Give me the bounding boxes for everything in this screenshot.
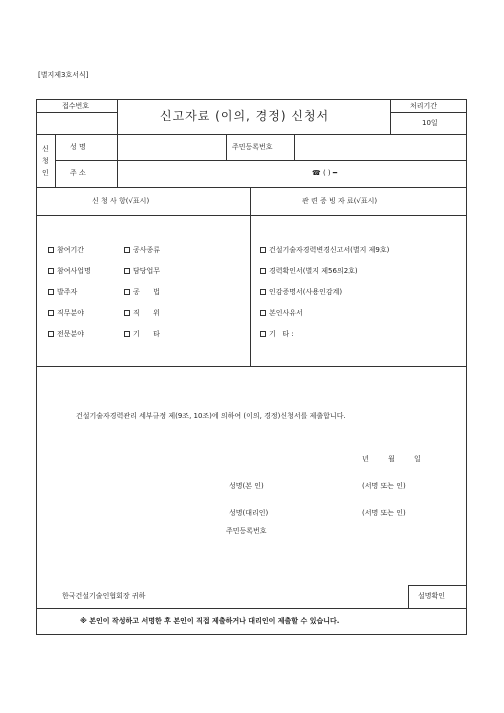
header-bottom-line <box>36 134 467 135</box>
verify-box-left <box>408 585 409 608</box>
check-position[interactable]: 직 위 <box>124 310 160 317</box>
check-specialty-field[interactable]: 전문분야 <box>48 331 84 338</box>
agent-id-label: 주민등록번호 <box>226 527 267 535</box>
header-vline-left <box>117 99 118 134</box>
date-month-label: 월 <box>388 455 395 463</box>
checkbox-icon[interactable] <box>48 331 54 337</box>
processing-period-value: 10일 <box>422 119 438 127</box>
checkbox-icon[interactable] <box>260 331 266 337</box>
receipt-divider <box>36 112 117 113</box>
verify-label: 설명확인 <box>418 592 446 600</box>
check-career-change-report[interactable]: 건설기술자경력변경신고서(별지 제9호) <box>260 247 389 254</box>
checkbox-icon[interactable] <box>48 268 54 274</box>
sections-header-line <box>36 215 467 216</box>
phone-field: ☎ ( ) ━ <box>312 169 338 177</box>
date-year-label: 년 <box>362 455 369 463</box>
check-seal-certificate[interactable]: 인감증명서(사용인감계) <box>260 289 342 296</box>
check-participation-period[interactable]: 참여기간 <box>48 247 84 254</box>
id-number-label: 주민등록번호 <box>232 143 273 151</box>
name-label: 성 명 <box>70 143 86 151</box>
name-id-vline-1 <box>226 134 227 160</box>
check-project-name[interactable]: 참여사업명 <box>48 268 91 275</box>
check-client[interactable]: 발주자 <box>48 289 77 296</box>
check-other-right[interactable]: 기 타 : <box>260 331 294 338</box>
form-frame <box>36 99 467 635</box>
applicant-mid-line <box>55 160 467 161</box>
sign-agent-note: (서명 또는 인) <box>362 509 406 517</box>
sign-self-note: (서명 또는 인) <box>362 482 406 490</box>
statement-text: 건설기술자경력관리 세부규정 제(9조, 10조)에 의하여 (이의, 경정)신청서를 제출합니다. <box>76 412 346 420</box>
checkbox-icon[interactable] <box>124 247 130 253</box>
footer-top-line <box>36 608 467 609</box>
check-job-field[interactable]: 직무분야 <box>48 310 84 317</box>
verify-box-top <box>408 585 467 586</box>
checkbox-icon[interactable] <box>260 268 266 274</box>
evidence-header: 관 련 증 빙 자 료(√표시) <box>302 197 378 205</box>
checkbox-icon[interactable] <box>260 247 266 253</box>
check-method[interactable]: 공 법 <box>124 289 160 296</box>
sign-agent-label: 성명(대리인) <box>229 509 269 517</box>
checkbox-icon[interactable] <box>124 331 130 337</box>
name-id-vline-2 <box>294 134 295 160</box>
receipt-no-label: 접수번호 <box>62 102 90 110</box>
footer-note: ※ 본인이 작성하고 서명한 후 본인이 직접 제출하거나 대리인이 제출할 수 있습니다. <box>80 617 340 625</box>
date-day-label: 일 <box>414 455 421 463</box>
request-items-header: 신 청 사 항(√표시) <box>92 197 150 205</box>
form-label: [별지제3호서식] <box>38 71 89 79</box>
checkbox-icon[interactable] <box>124 268 130 274</box>
body-top-line <box>36 366 467 367</box>
checkbox-icon[interactable] <box>124 310 130 316</box>
check-career-certificate[interactable]: 경력확인서(별지 제56의2호) <box>260 268 358 275</box>
checkbox-icon[interactable] <box>48 247 54 253</box>
checkbox-icon[interactable] <box>48 310 54 316</box>
checkbox-icon[interactable] <box>48 289 54 295</box>
addressee: 한국건설기술인협회장 귀하 <box>62 592 146 600</box>
sign-self-label: 성명(본 인) <box>229 482 264 490</box>
check-construction-type[interactable]: 공사종류 <box>124 247 160 254</box>
checkbox-icon[interactable] <box>260 289 266 295</box>
applicant-bottom-line <box>36 187 467 188</box>
header-vline-right <box>390 99 391 134</box>
check-other-left[interactable]: 기 타 <box>124 331 160 338</box>
processing-period-label: 처리기간 <box>410 102 438 110</box>
form-title: 신고자료 (이의, 경정) 신청서 <box>160 109 330 123</box>
sections-vline <box>250 187 251 366</box>
check-reason-statement[interactable]: 본인사유서 <box>260 310 303 317</box>
checkbox-icon[interactable] <box>124 289 130 295</box>
period-divider <box>390 112 467 113</box>
checkbox-icon[interactable] <box>260 310 266 316</box>
address-label: 주 소 <box>70 169 86 177</box>
check-duty[interactable]: 담당업무 <box>124 268 160 275</box>
applicant-side-label: 신청인 <box>42 145 49 177</box>
